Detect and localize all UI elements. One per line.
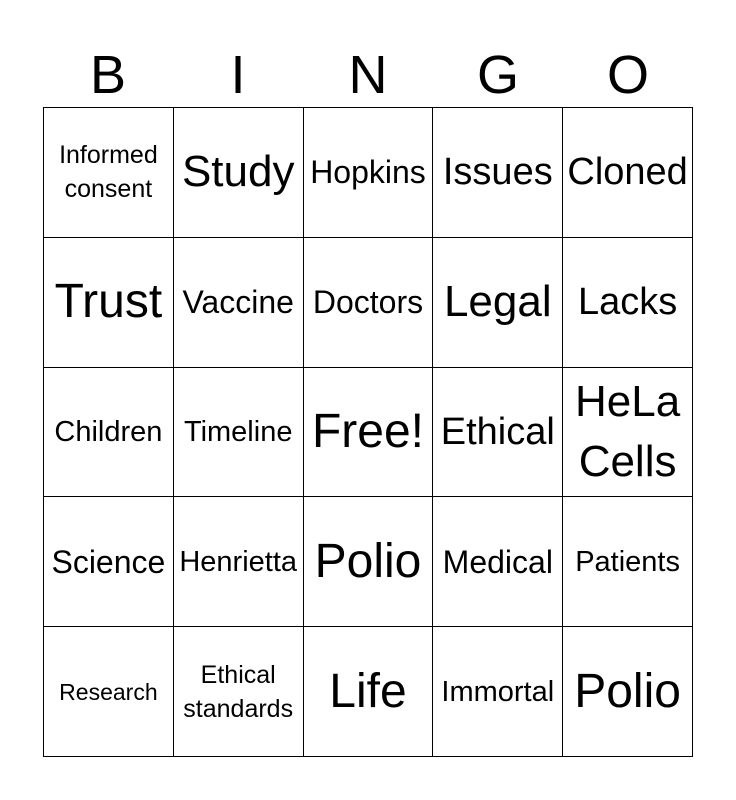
- bingo-cell[interactable]: [563, 108, 693, 238]
- cell-label: Immortal: [441, 675, 555, 708]
- cell-label: Henrietta: [179, 545, 298, 578]
- bingo-cell[interactable]: [563, 238, 693, 368]
- header-letter-o: O: [606, 45, 649, 105]
- cell-label: Trust: [54, 275, 163, 329]
- free-space-label: Free!: [311, 404, 424, 458]
- bingo-cell[interactable]: [174, 238, 304, 368]
- cell-label: Doctors: [312, 284, 424, 321]
- bingo-cell[interactable]: [433, 627, 563, 757]
- cell-label: Polio: [574, 664, 681, 718]
- cell-label: Polio: [314, 534, 422, 588]
- cell-label: Lacks: [577, 281, 678, 324]
- bingo-cell[interactable]: [433, 108, 563, 238]
- free-space-cell[interactable]: [304, 368, 434, 498]
- bingo-cell[interactable]: [174, 497, 304, 627]
- bingo-board: [43, 107, 693, 757]
- bingo-cell[interactable]: [304, 108, 434, 238]
- header-letter-n: N: [348, 45, 388, 105]
- cell-label: Study: [181, 147, 295, 197]
- cell-label: Life: [329, 664, 407, 718]
- bingo-cell[interactable]: [563, 627, 693, 757]
- cell-label: Science: [51, 543, 166, 580]
- cell-label: HeLa Cells: [575, 376, 681, 486]
- bingo-cell[interactable]: [174, 627, 304, 757]
- cell-label: Timeline: [183, 415, 293, 448]
- header-letter-i: I: [230, 45, 246, 105]
- bingo-cell[interactable]: [304, 238, 434, 368]
- cell-label: Patients: [575, 545, 680, 578]
- cell-label: Vaccine: [182, 284, 294, 321]
- cell-label: Medical: [442, 543, 553, 580]
- bingo-cell[interactable]: [44, 368, 174, 498]
- bingo-cell[interactable]: [304, 497, 434, 627]
- bingo-cell[interactable]: [304, 627, 434, 757]
- header-letter-g: G: [476, 45, 519, 105]
- bingo-cell[interactable]: [44, 497, 174, 627]
- bingo-cell[interactable]: [563, 368, 693, 498]
- cell-label: Ethical: [440, 410, 555, 453]
- bingo-cell[interactable]: [433, 368, 563, 498]
- bingo-cell[interactable]: [44, 627, 174, 757]
- bingo-cell[interactable]: [433, 497, 563, 627]
- bingo-cell[interactable]: [433, 238, 563, 368]
- bingo-header: [43, 44, 693, 106]
- bingo-cell[interactable]: [563, 497, 693, 627]
- cell-label: Informed consent: [59, 141, 158, 204]
- bingo-cell[interactable]: [174, 108, 304, 238]
- cell-label: Cloned: [567, 151, 688, 194]
- cell-label: Hopkins: [310, 154, 426, 191]
- cell-label: Children: [54, 415, 163, 448]
- cell-label: Issues: [442, 151, 553, 194]
- bingo-cell[interactable]: [44, 238, 174, 368]
- header-letter-b: B: [89, 45, 127, 105]
- cell-label: Legal: [443, 277, 552, 327]
- cell-label: Research: [59, 678, 158, 705]
- cell-label: Ethical standards: [183, 660, 294, 723]
- bingo-cell[interactable]: [174, 368, 304, 498]
- bingo-cell[interactable]: [44, 108, 174, 238]
